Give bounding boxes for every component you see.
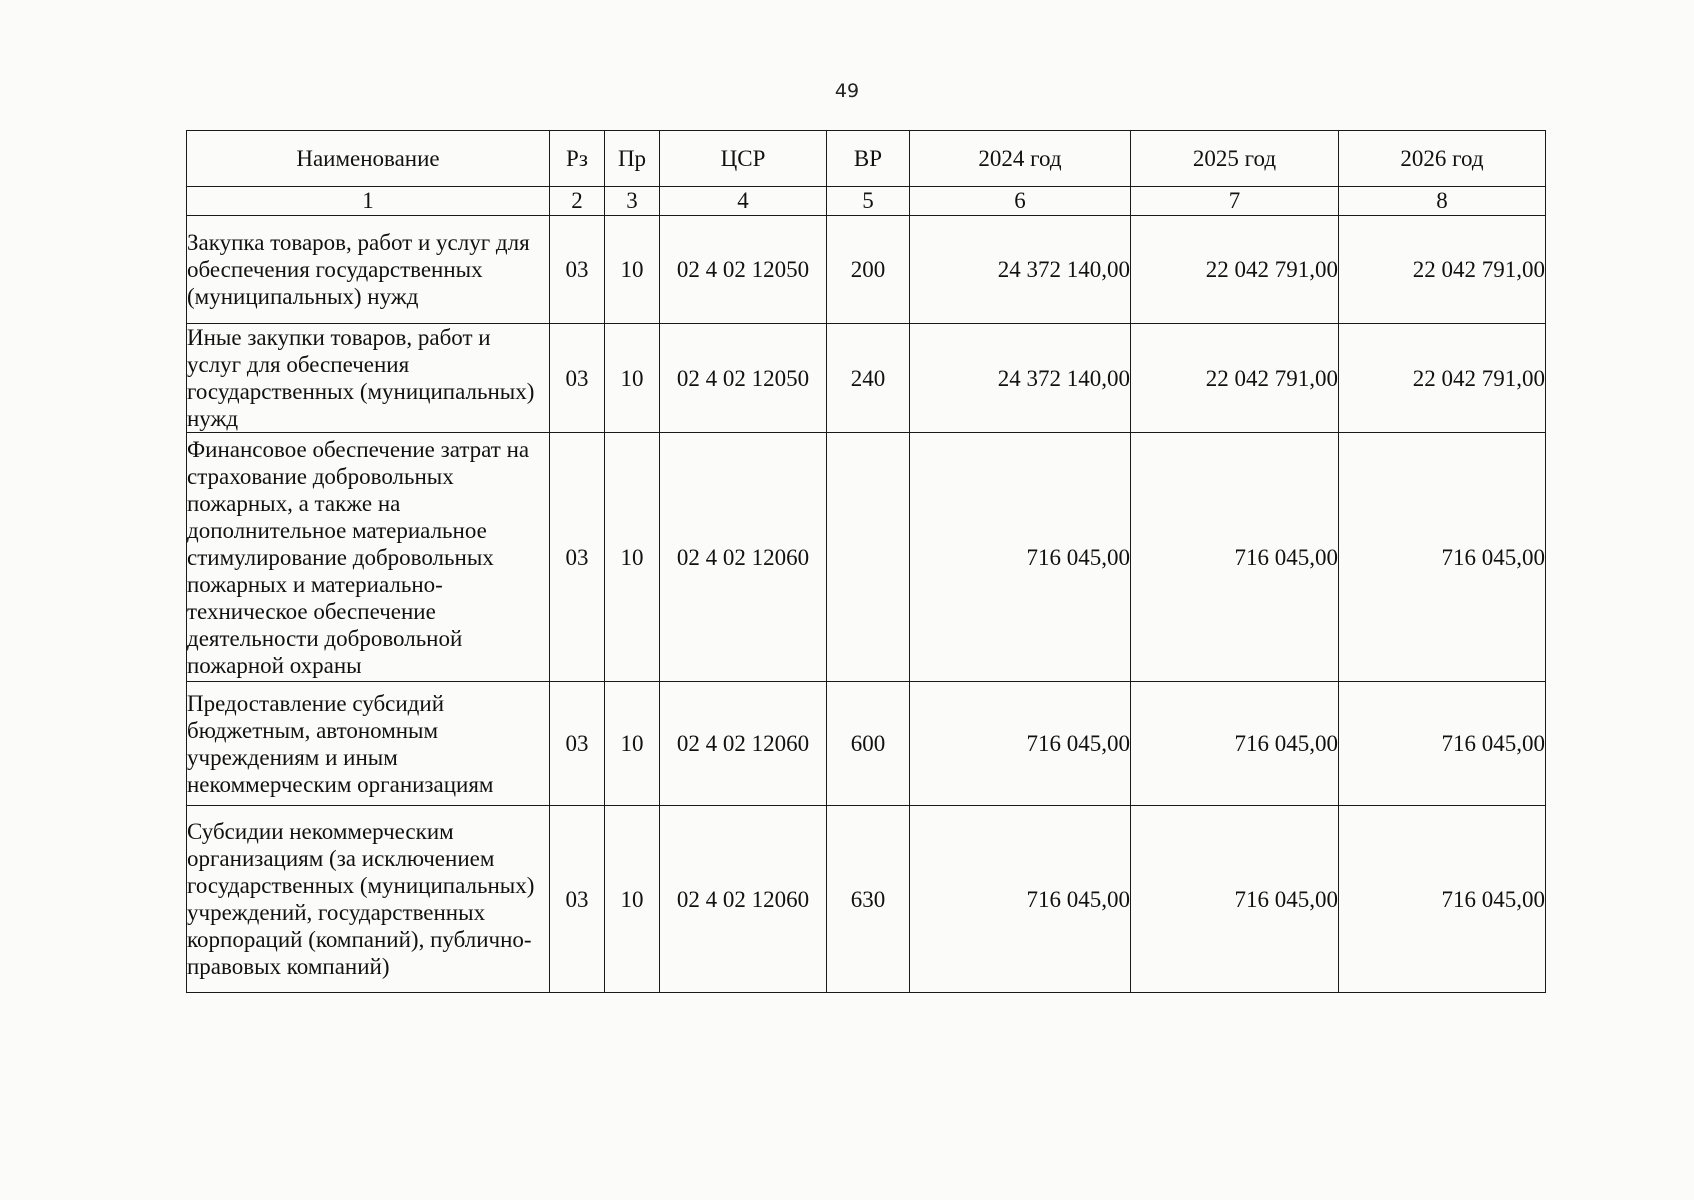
- row-csr: 02 4 02 12060: [660, 433, 827, 682]
- row-pr: 10: [605, 806, 660, 993]
- row-2025: 22 042 791,00: [1131, 324, 1339, 433]
- row-pr: 10: [605, 216, 660, 324]
- table-row: [187, 216, 1546, 324]
- budget-table: [186, 130, 1546, 993]
- row-csr: 02 4 02 12050: [660, 216, 827, 324]
- row-vr: 600: [827, 682, 910, 806]
- row-pr: 10: [605, 433, 660, 682]
- row-name: Предоставление субсидий бюджетным, автономным учреждениям и иным некоммерческим организациям: [187, 682, 550, 806]
- header-vr: ВР: [827, 131, 910, 187]
- row-name: Иные закупки товаров, работ и услуг для обеспечения государственных (муниципальных) нужд: [187, 324, 550, 433]
- row-2025: 716 045,00: [1131, 433, 1339, 682]
- page-number: 49: [834, 80, 860, 102]
- row-vr: 200: [827, 216, 910, 324]
- row-2026: 22 042 791,00: [1339, 324, 1546, 433]
- column-number-row: [187, 187, 1546, 216]
- header-name: Наименование: [187, 131, 550, 187]
- column-number: 8: [1339, 187, 1546, 216]
- header-2025: 2025 год: [1131, 131, 1339, 187]
- row-name: Субсидии некоммерческим организациям (за исключением государственных (муниципальных) учреждений, государственных корпораций (компаний), публично-правовых компаний): [187, 806, 550, 993]
- row-2024: 24 372 140,00: [910, 324, 1131, 433]
- column-number: 6: [910, 187, 1131, 216]
- header-row: [187, 131, 1546, 187]
- row-pr: 10: [605, 682, 660, 806]
- row-vr: 240: [827, 324, 910, 433]
- row-name: Финансовое обеспечение затрат на страхование добровольных пожарных, а также на дополнительное материальное стимулирование добровольных пожарных и материально-техническое обеспечение деятельности добровольной пожарной охраны: [187, 433, 550, 682]
- row-vr: [827, 433, 910, 682]
- column-number: 2: [550, 187, 605, 216]
- row-name: Закупка товаров, работ и услуг для обеспечения государственных (муниципальных) нужд: [187, 216, 550, 324]
- row-csr: 02 4 02 12060: [660, 682, 827, 806]
- row-pr: 10: [605, 324, 660, 433]
- column-number: 3: [605, 187, 660, 216]
- column-number: 4: [660, 187, 827, 216]
- row-csr: 02 4 02 12060: [660, 806, 827, 993]
- column-number: 1: [187, 187, 550, 216]
- header-csr: ЦСР: [660, 131, 827, 187]
- row-2025: 22 042 791,00: [1131, 216, 1339, 324]
- row-2024: 24 372 140,00: [910, 216, 1131, 324]
- header-rz: Рз: [550, 131, 605, 187]
- table-row: [187, 806, 1546, 993]
- row-csr: 02 4 02 12050: [660, 324, 827, 433]
- row-rz: 03: [550, 806, 605, 993]
- row-2026: 22 042 791,00: [1339, 216, 1546, 324]
- row-vr: 630: [827, 806, 910, 993]
- header-2024: 2024 год: [910, 131, 1131, 187]
- row-rz: 03: [550, 682, 605, 806]
- table-row: [187, 682, 1546, 806]
- column-number: 7: [1131, 187, 1339, 216]
- row-2026: 716 045,00: [1339, 433, 1546, 682]
- row-2024: 716 045,00: [910, 433, 1131, 682]
- row-rz: 03: [550, 324, 605, 433]
- row-rz: 03: [550, 433, 605, 682]
- row-rz: 03: [550, 216, 605, 324]
- header-pr: Пр: [605, 131, 660, 187]
- table-row: [187, 433, 1546, 682]
- row-2025: 716 045,00: [1131, 682, 1339, 806]
- row-2024: 716 045,00: [910, 806, 1131, 993]
- column-number: 5: [827, 187, 910, 216]
- row-2026: 716 045,00: [1339, 682, 1546, 806]
- header-2026: 2026 год: [1339, 131, 1546, 187]
- row-2026: 716 045,00: [1339, 806, 1546, 993]
- row-2025: 716 045,00: [1131, 806, 1339, 993]
- row-2024: 716 045,00: [910, 682, 1131, 806]
- table-row: [187, 324, 1546, 433]
